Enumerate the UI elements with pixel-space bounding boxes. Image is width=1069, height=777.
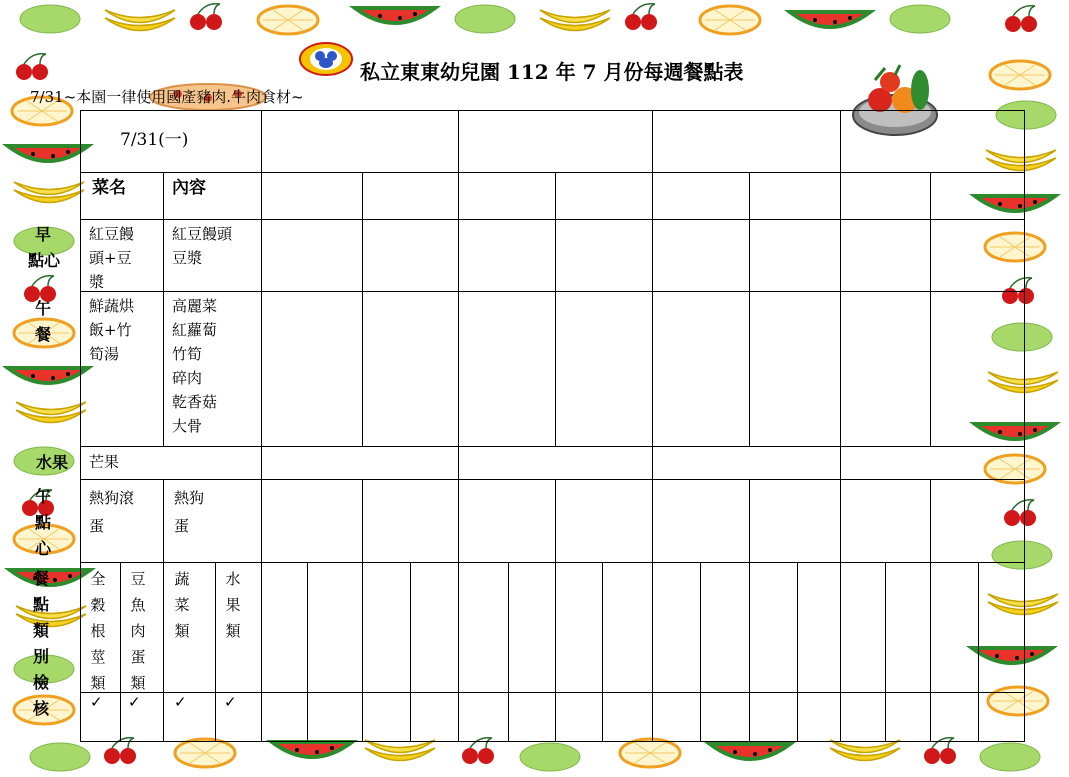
meat-source-note: 7/31~本園一律使用國產豬肉.牛肉食材~: [30, 88, 304, 106]
category-fruit: 水 果 類: [225, 570, 241, 640]
category-vegetables: 蔬 菜 類: [174, 570, 190, 640]
breakfast-content: 紅豆饅頭 豆漿: [172, 225, 233, 267]
lunch-label: 午 餐: [34, 299, 51, 344]
category-protein: 豆 魚 肉 蛋 類: [130, 570, 146, 692]
lunch-dish: 鮮蔬烘 飯+竹 筍湯: [89, 297, 135, 363]
vegetable-plate-icon: [850, 60, 940, 138]
dish-name-header: 菜名: [92, 178, 126, 198]
breakfast-snack-label: 早 點心: [28, 225, 61, 270]
check-mark-fruit: ✓: [224, 693, 237, 711]
content-header: 內容: [172, 178, 206, 198]
fruit-dish: 芒果: [89, 453, 120, 471]
date-header: 7/31(一): [120, 130, 189, 150]
lunch-content: 高麗菜 紅蘿蔔 竹筍 碎肉 乾香菇 大骨: [172, 297, 218, 435]
kindergarten-logo-icon: [298, 42, 354, 76]
page-title: 私立東東幼兒園 112 年 7 月份每週餐點表: [360, 60, 744, 84]
category-grains: 全 穀 根 莖 類: [90, 570, 106, 692]
check-mark-protein: ✓: [128, 693, 141, 711]
category-check-label: 餐 點 類 別 檢 核: [32, 569, 49, 718]
fruit-label: 水果: [35, 453, 68, 472]
check-mark-grains: ✓: [90, 693, 103, 711]
afternoon-snack-label: 午 點 心: [34, 487, 51, 558]
check-mark-vegetables: ✓: [174, 693, 187, 711]
breakfast-dish: 紅豆饅 頭+豆 漿: [89, 225, 135, 291]
afternoon-content: 熱狗 蛋: [174, 489, 205, 535]
afternoon-dish: 熱狗滾 蛋: [89, 489, 135, 535]
